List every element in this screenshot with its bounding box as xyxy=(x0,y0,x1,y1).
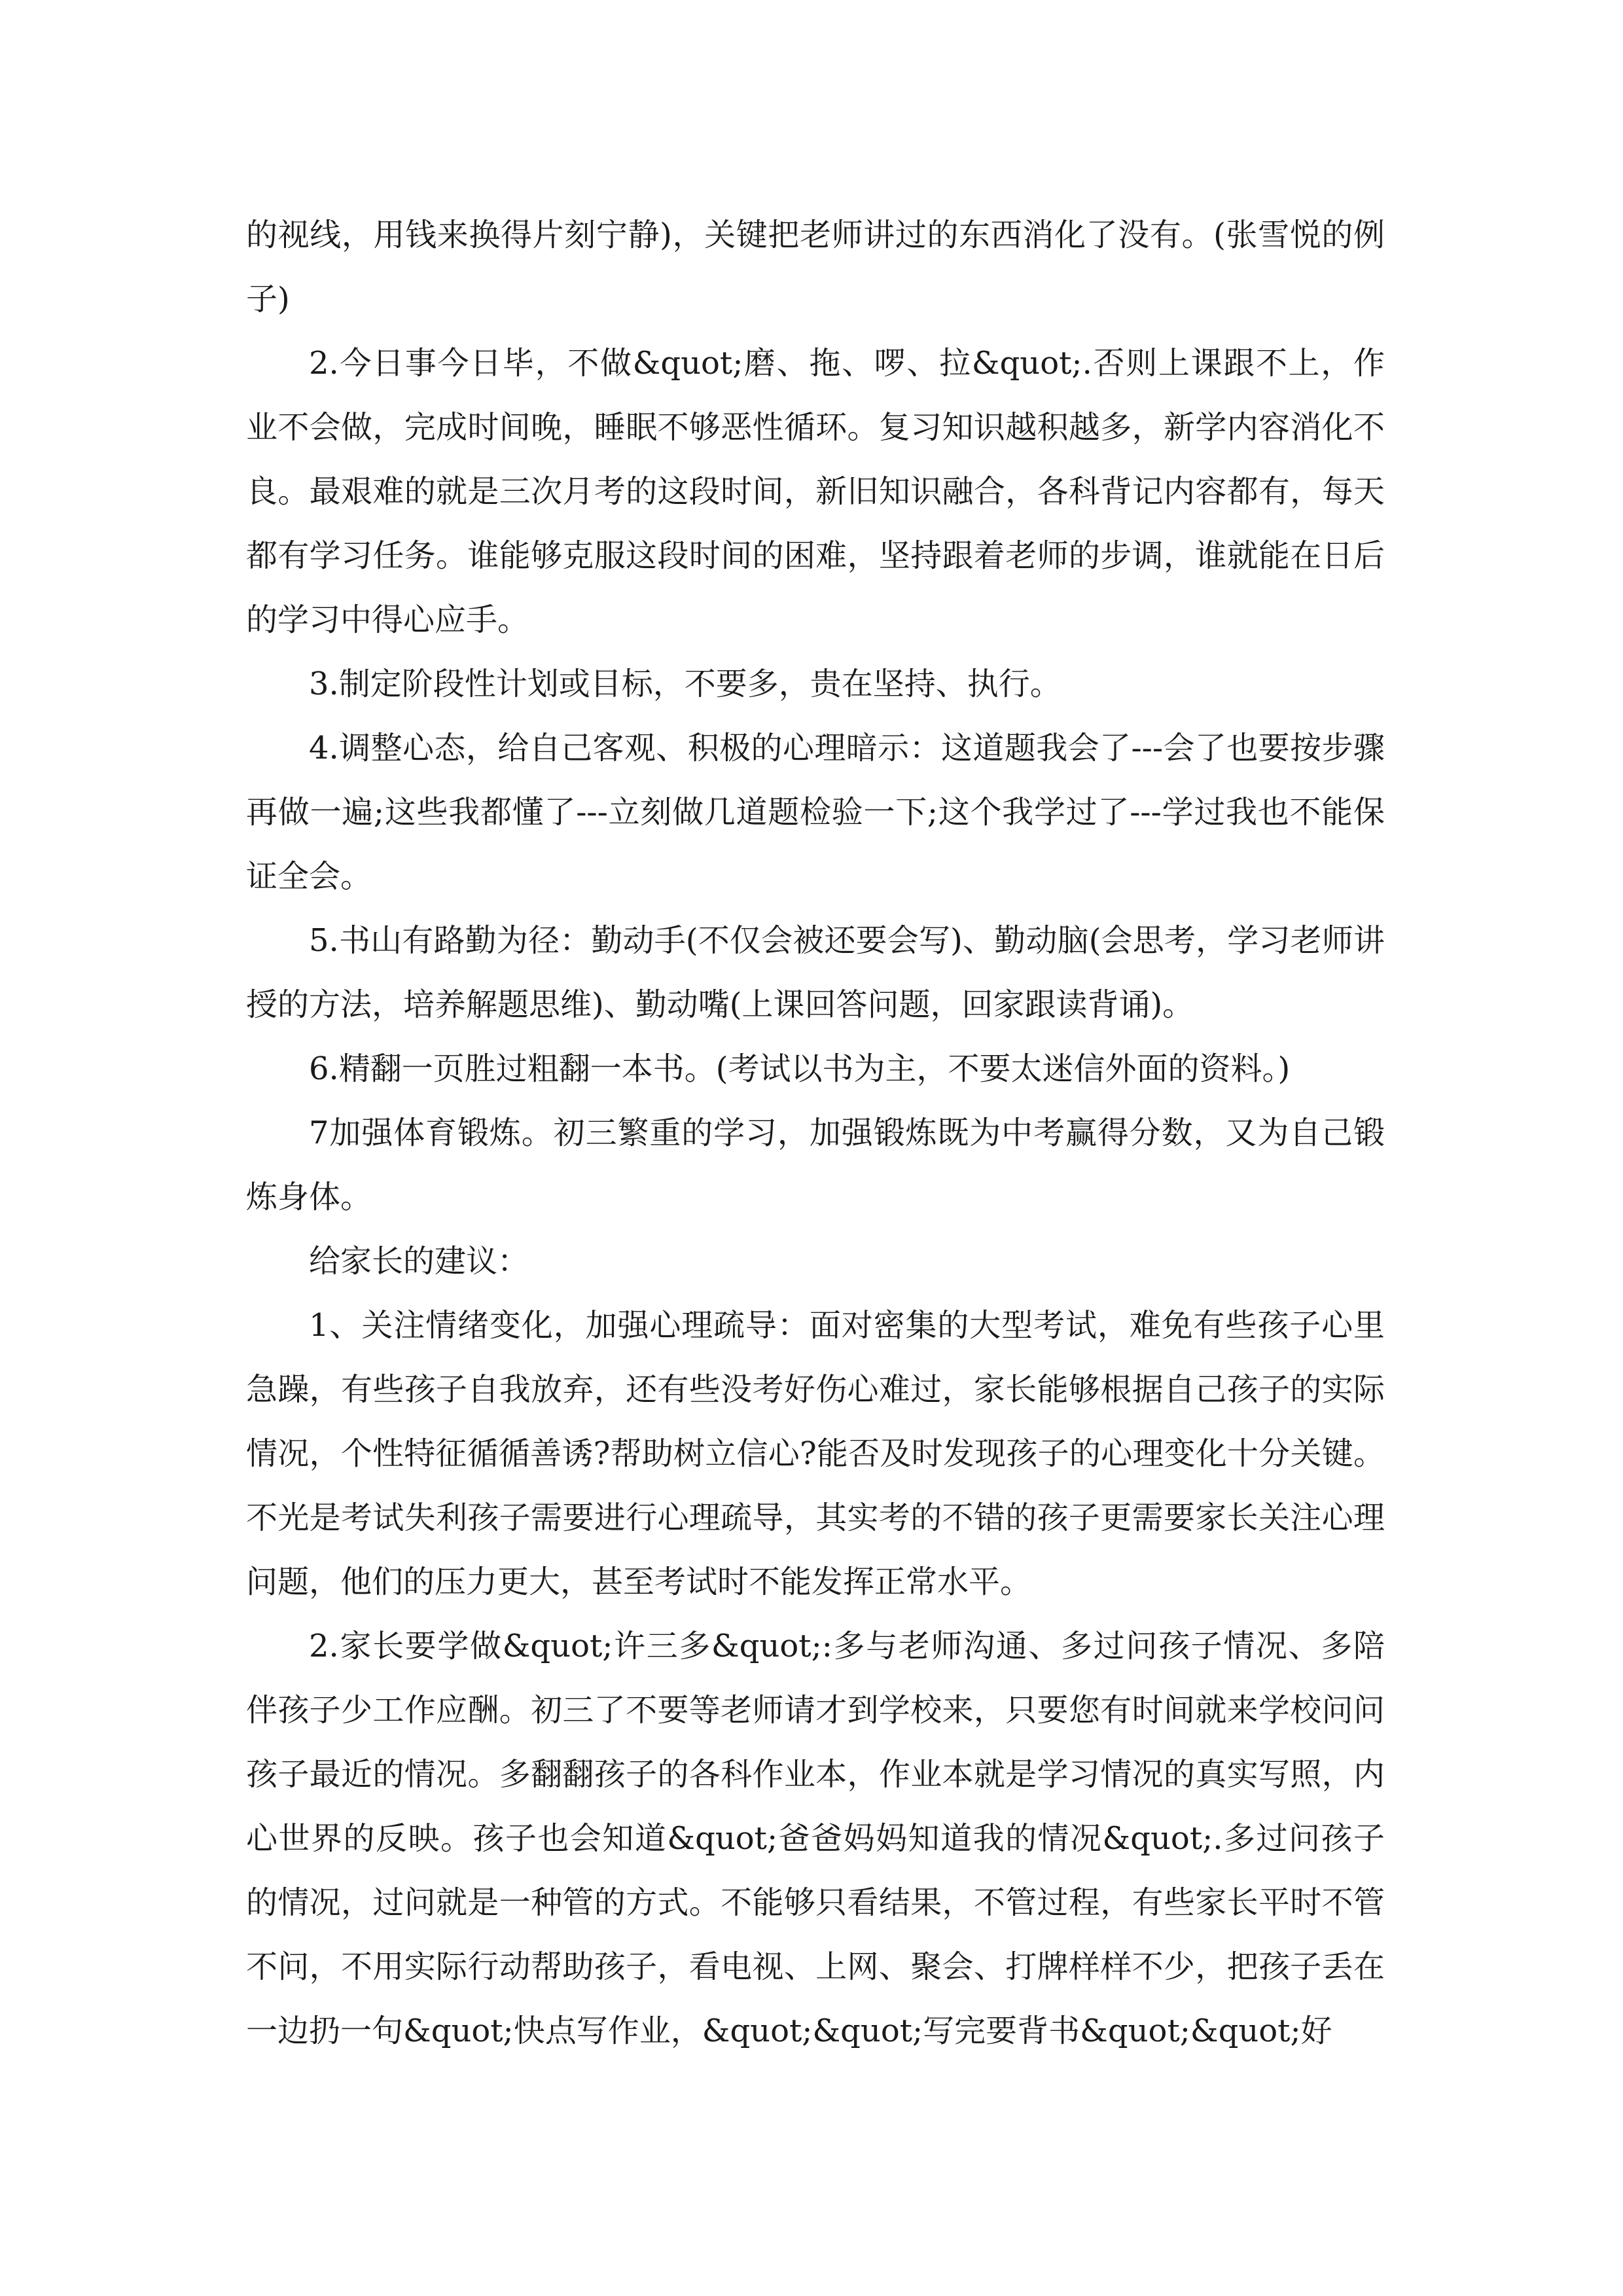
paragraph-parent-advice-1: 1、关注情绪变化，加强心理疏导：面对密集的大型考试，难免有些孩子心里急躁，有些孩子自我放弃，还有些没考好伤心难过，家长能够根据自己孩子的实际情况，个性特征循循善诱?帮助树立信心?能否及时发现孩子的心理变化十分关键。不光是考试失利孩子需要进行心理疏导，其实考的不错的孩子更需要家长关注心理问题，他们的压力更大，甚至考试时不能发挥正常水平。 xyxy=(246,1307,1385,1600)
paragraph-continuation: 的视线，用钱来换得片刻宁静)，关键把老师讲过的东西消化了没有。(张雪悦的例子) xyxy=(246,217,1385,317)
paragraph-item-5: 5.书山有路勤为径：勤动手(不仅会被还要会写)、勤动脑(会思考，学习老师讲授的方法，培养解题思维)、勤动嘴(上课回答问题，回家跟读背诵)。 xyxy=(246,922,1385,1023)
paragraph-item-2: 2.今日事今日毕，不做&quot;磨、拖、啰、拉&quot;.否则上课跟不上，作业不会做，完成时间晚，睡眠不够恶性循环。复习知识越积越多，新学内容消化不良。最艰难的就是三次月考的这段时间，新旧知识融合，各科背记内容都有，每天都有学习任务。谁能够克服这段时间的困难，坚持跟着老师的步调，谁就能在日后的学习中得心应手。 xyxy=(246,345,1385,638)
paragraph-parent-advice-2: 2.家长要学做&quot;许三多&quot;:多与老师沟通、多过问孩子情况、多陪伴孩子少工作应酬。初三了不要等老师请才到学校来，只要您有时间就来学校问问孩子最近的情况。多翻翻孩子的各科作业本，作业本就是学习情况的真实写照，内心世界的反映。孩子也会知道&quot;爸爸妈妈知道我的情况&quot;.多过问孩子的情况，过问就是一种管的方式。不能够只看结果，不管过程，有些家长平时不管不问，不用实际行动帮助孩子，看电视、上网、聚会、打牌样样不少，把孩子丢在一边扔一句&quot;快点写作业，&quot;&quot;写完要背书&quot;&quot;好 xyxy=(246,1628,1385,2049)
paragraph-item-3: 3.制定阶段性计划或目标，不要多，贵在坚持、执行。 xyxy=(309,666,1061,702)
paragraph-item-7: 7加强体育锻炼。初三繁重的学习，加强锻炼既为中考赢得分数，又为自己锻炼身体。 xyxy=(246,1115,1385,1215)
paragraph-item-6: 6.精翻一页胜过粗翻一本书。(考试以书为主，不要太迷信外面的资料。) xyxy=(309,1050,1291,1087)
document-body xyxy=(246,203,1385,2063)
section-heading-parents: 给家长的建议： xyxy=(309,1243,529,1280)
paragraph-item-4: 4.调整心态，给自己客观、积极的心理暗示：这道题我会了---会了也要按步骤再做一遍;这些我都懂了---立刻做几道题检验一下;这个我学过了---学过我也不能保证全会。 xyxy=(246,730,1385,895)
